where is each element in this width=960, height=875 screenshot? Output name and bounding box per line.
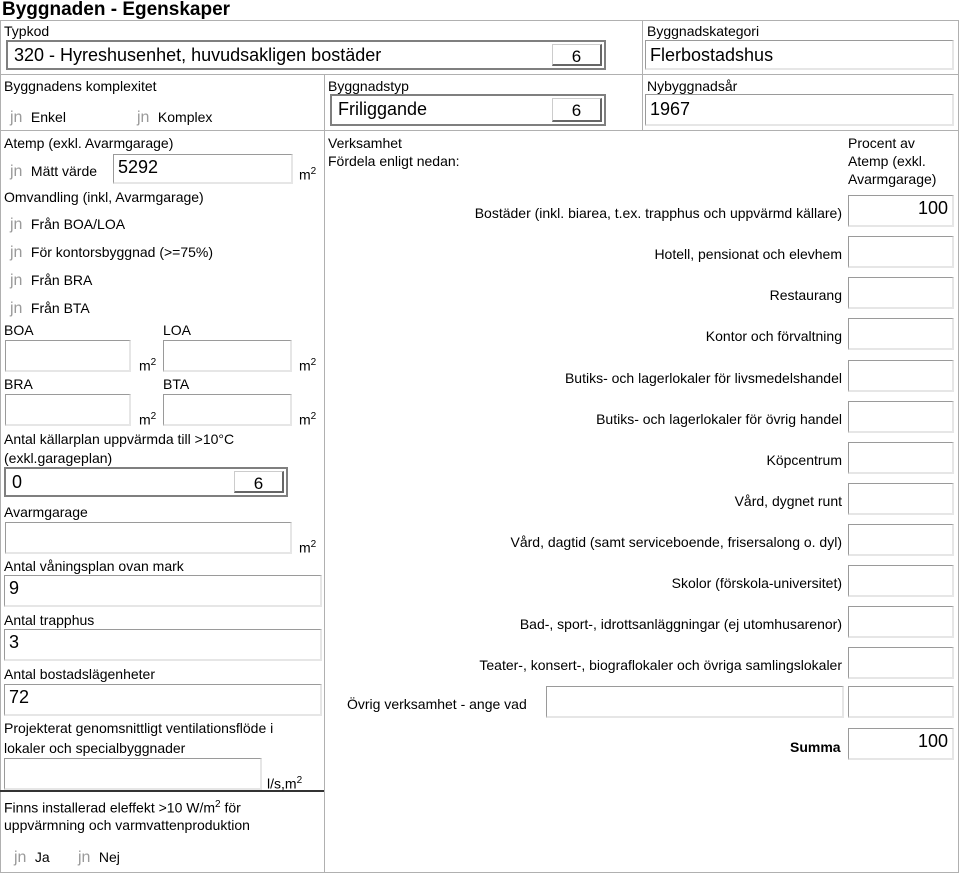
verksamhet-row-percent-input[interactable]	[848, 442, 954, 474]
typkod-label: Typkod	[4, 23, 50, 39]
verksamhet-row-percent-input[interactable]	[848, 318, 954, 350]
verksamhet-row-percent-input[interactable]	[848, 483, 954, 515]
radio-label: Från BOA/LOA	[30, 216, 126, 232]
nybyggnadsar-field[interactable]: 1967	[645, 94, 954, 126]
radio-icon: jn	[14, 849, 27, 866]
verksamhet-row-label: Hotell, pensionat och elevhem	[654, 246, 842, 262]
bta-input[interactable]	[163, 394, 292, 426]
verksamhet-row-label: Kontor och förvaltning	[705, 328, 842, 344]
atemp-matt-input[interactable]: 5292	[113, 154, 293, 184]
ventilation-input[interactable]	[4, 758, 262, 790]
radio-icon: jn	[78, 849, 91, 866]
radio-icon: jn	[10, 272, 23, 289]
radio-icon: jn	[137, 109, 150, 126]
verksamhet-sublabel: Fördela enligt nedan:	[328, 153, 460, 169]
loa-unit: $m^2$	[299, 357, 317, 374]
vaningsplan-label: Antal våningsplan ovan mark	[4, 558, 184, 574]
ovrig-percent-input[interactable]	[848, 686, 954, 718]
procent-header-3: Avarmgarage)	[848, 171, 937, 187]
radio-label: Från BRA	[30, 272, 93, 288]
radio-icon: jn	[10, 109, 23, 126]
radio-komplex-label: Komplex	[157, 109, 213, 125]
kategori-label: Byggnadskategori	[647, 23, 760, 39]
ovrig-label: Övrig verksamhet - ange vad	[347, 696, 527, 712]
page-title: Byggnaden - Egenskaper	[2, 0, 231, 20]
radio-icon: jn	[10, 244, 23, 261]
verksamhet-row-percent-input[interactable]: 100	[848, 195, 954, 227]
byggnadstyp-select[interactable]	[330, 94, 606, 126]
summa-field: 100	[848, 728, 954, 760]
boa-unit: $m^2$	[139, 357, 157, 374]
verksamhet-row-percent-input[interactable]	[848, 277, 954, 309]
radio-enkel-label: Enkel	[30, 109, 66, 125]
verksamhet-row-percent-input[interactable]	[848, 236, 954, 268]
radio-kontorsbyggnad[interactable]	[10, 244, 213, 261]
radio-enkel[interactable]	[10, 109, 66, 126]
kallarplan-label: Antal källarplan uppvärmda till >10°C	[4, 431, 235, 447]
radio-icon: jn	[10, 163, 23, 180]
bra-unit: $m^2$	[139, 411, 157, 428]
typkod-dropdown-arrow[interactable]: 6	[552, 44, 602, 66]
verksamhet-row-label: Köpcentrum	[766, 452, 842, 468]
radio-komplex[interactable]	[137, 109, 212, 126]
kallarplan-value: 0	[12, 472, 23, 492]
byggnadstyp-dropdown-arrow[interactable]: 6	[552, 98, 602, 122]
atemp-unit: $m^2$	[299, 166, 317, 183]
verksamhet-row-label: Butiks- och lagerlokaler för livsmedelshandel	[564, 370, 842, 386]
kallarplan-select[interactable]	[4, 467, 288, 497]
kallarplan-dropdown-arrow[interactable]: 6	[234, 471, 284, 493]
radio-label: För kontorsbyggnad (>=75%)	[30, 244, 214, 260]
bostadslagenheter-label: Antal bostadslägenheter	[4, 666, 155, 682]
trapphus-label: Antal trapphus	[4, 612, 95, 628]
verksamhet-row-label: Vård, dygnet runt	[734, 493, 842, 509]
verksamhet-row-label: Butiks- och lagerlokaler för övrig handel	[596, 411, 842, 427]
byggnadstyp-value: Friliggande	[338, 99, 428, 119]
avarmgarage-label: Avarmgarage	[4, 504, 88, 520]
trapphus-input[interactable]: 3	[4, 629, 322, 661]
verksamhet-label: Verksamhet	[328, 135, 402, 151]
bta-label: BTA	[163, 376, 190, 392]
loa-label: LOA	[163, 322, 192, 338]
verksamhet-row-label: Vård, dagtid (samt serviceboende, frisersalong o. dyl)	[510, 534, 842, 550]
ventilation-label-2: lokaler och specialbyggnader	[4, 740, 186, 756]
bra-label: BRA	[4, 376, 33, 392]
radio-matt-varde-label: Mätt värde	[30, 163, 98, 179]
verksamhet-row-label: Skolor (förskola-universitet)	[671, 575, 842, 591]
radio-ja[interactable]	[14, 849, 50, 866]
radio-ja-label: Ja	[34, 849, 50, 865]
loa-input[interactable]	[163, 340, 292, 372]
verksamhet-row-percent-input[interactable]	[848, 360, 954, 392]
radio-icon: jn	[10, 300, 23, 317]
verksamhet-row-label: Bostäder (inkl. biarea, t.ex. trapphus och uppvärmd källare)	[474, 205, 842, 221]
nybyggnadsar-label: Nybyggnadsår	[647, 78, 738, 94]
radio-nej-label: Nej	[98, 849, 120, 865]
typkod-value: 320 - Hyreshusenhet, huvudsakligen bostäder	[14, 45, 382, 65]
bta-unit: $m^2$	[299, 411, 317, 428]
bostadslagenheter-input[interactable]: 72	[4, 684, 322, 716]
ventilation-label: Projekterat genomsnittligt ventilationsflöde i	[4, 720, 274, 736]
verksamhet-row-label: Bad-, sport-, idrottsanläggningar (ej utomhusarenor)	[519, 616, 842, 632]
bra-input[interactable]	[5, 394, 131, 426]
procent-header-2: Atemp (exkl.	[848, 153, 926, 169]
komplexitet-label: Byggnadens komplexitet	[4, 78, 157, 94]
verksamhet-row-percent-input[interactable]	[848, 565, 954, 597]
kallarplan-label-2: (exkl.garageplan)	[4, 450, 113, 466]
radio-nej[interactable]	[78, 849, 120, 866]
vaningsplan-input[interactable]: 9	[4, 575, 322, 607]
ovrig-input[interactable]	[546, 686, 844, 718]
radio-fran-bra[interactable]	[10, 272, 92, 289]
eleffekt-label: Finns installerad eleffekt >10 $W/m^2$ för	[4, 799, 241, 816]
verksamhet-row-percent-input[interactable]	[848, 401, 954, 433]
kategori-field: Flerbostadshus	[645, 40, 954, 70]
verksamhet-row-percent-input[interactable]	[848, 647, 954, 679]
summa-label: Summa	[790, 739, 841, 755]
radio-fran-bta[interactable]	[10, 300, 90, 317]
procent-header-1: Procent av	[848, 135, 915, 151]
verksamhet-row-percent-input[interactable]	[848, 606, 954, 638]
radio-icon: jn	[10, 216, 23, 233]
verksamhet-row-percent-input[interactable]	[848, 524, 954, 556]
radio-matt-varde[interactable]	[10, 163, 97, 180]
avarmgarage-unit: $m^2$	[299, 539, 317, 556]
byggnadstyp-label: Byggnadstyp	[328, 78, 409, 94]
boa-input[interactable]	[5, 340, 131, 372]
avarmgarage-input[interactable]	[5, 522, 292, 554]
eleffekt-label-2: uppvärmning och varmvattenproduktion	[4, 817, 250, 833]
omvandling-label: Omvandling (inkl, Avarmgarage)	[4, 189, 204, 205]
verksamhet-row-label: Teater-, konsert-, biograflokaler och övriga samlingslokaler	[479, 657, 842, 673]
radio-label: Från BTA	[30, 300, 90, 316]
ventilation-unit: $l/s,m^2$	[267, 775, 303, 792]
verksamhet-row-label: Restaurang	[769, 287, 842, 303]
atemp-label: Atemp (exkl. Avarmgarage)	[4, 135, 174, 151]
typkod-select[interactable]	[6, 40, 606, 70]
boa-label: BOA	[4, 322, 34, 338]
radio-fran-boa-loa[interactable]	[10, 216, 125, 233]
